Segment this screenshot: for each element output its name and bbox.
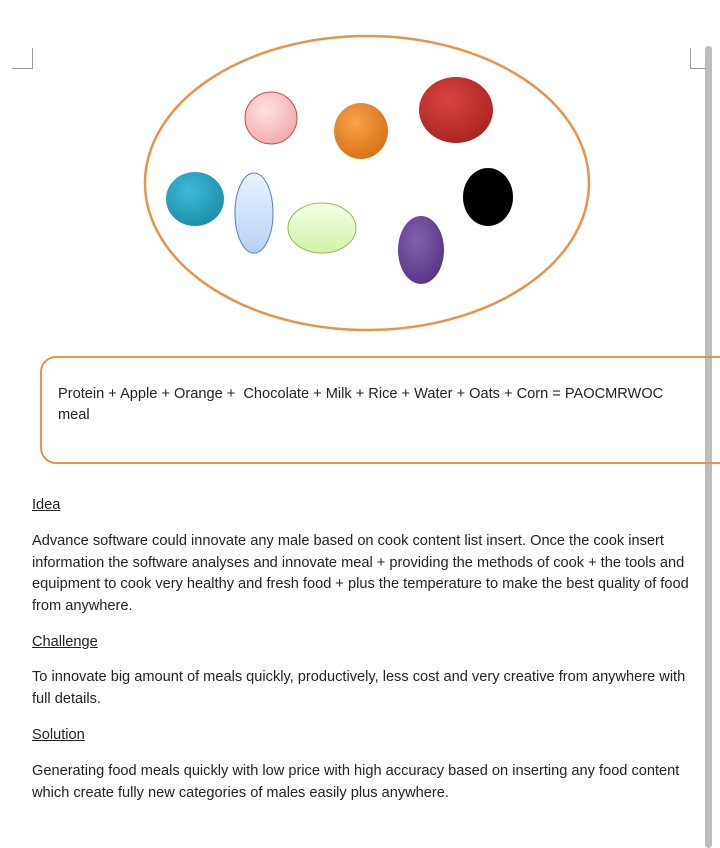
solution-paragraph: Generating food meals quickly with low price with high accuracy based on inserting any food content which create fully new categories of males easily plus anywhere. [32, 763, 680, 801]
idea-heading: Idea [32, 497, 61, 513]
orange-ingredient [334, 103, 388, 159]
water-ingredient [166, 172, 224, 226]
formula-text: Protein + Apple + Orange + Chocolate + Milk + Rice + Water + Oats + Corn = PAOCMRWOC meal [58, 386, 668, 423]
challenge-paragraph: To innovate big amount of meals quickly, productively, less cost and very creative from anywhere with full details. [32, 669, 686, 707]
milk-ingredient [235, 173, 273, 253]
rice-ingredient [288, 203, 356, 253]
apple-ingredient [419, 77, 493, 143]
corn-ingredient [463, 168, 513, 226]
formula-box [40, 356, 720, 464]
ingredients-diagram [0, 0, 720, 345]
solution-heading: Solution [32, 727, 85, 743]
idea-paragraph: Advance software could innovate any male based on cook content list insert. Once the cook insert information the software analyses and innovate meal + providing the methods of cook + the tools and equipment to cook very healthy and fresh food + plus the temperature to make the best quality of food from anywhere. [32, 533, 689, 614]
protein-ingredient [245, 92, 297, 144]
challenge-heading: Challenge [32, 634, 98, 650]
chocolate-ingredient [398, 216, 444, 284]
